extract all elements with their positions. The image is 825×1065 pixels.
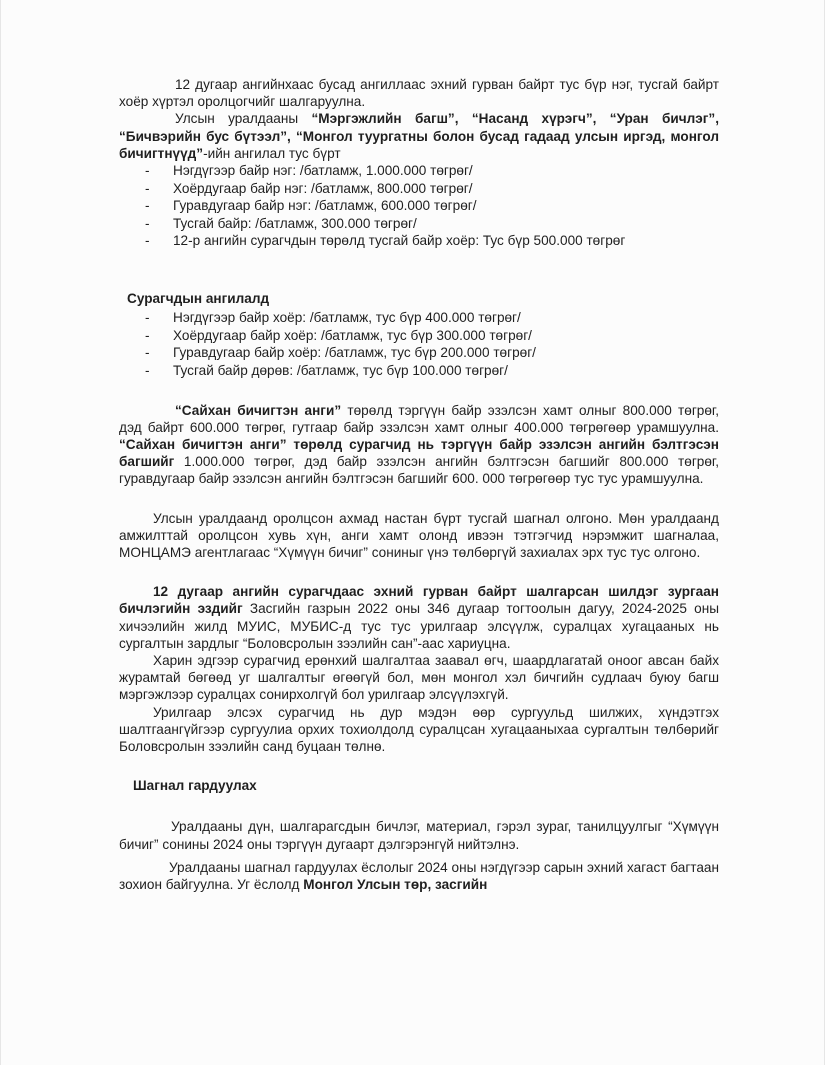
bullet-dash: -	[145, 215, 150, 231]
bold-categories: “Мэргэжлийн багш”, “Насанд хүрэгч”, “Уран бичлэг”, “Бичвэрийн бус бүтээл”, “Монгол туургатны болон бусад гадаад улсын иргэд, монгол бичигтнүүд”	[119, 111, 719, 161]
prize-list-students	[119, 309, 719, 379]
text-run: Улсын уралдааны	[175, 111, 312, 127]
spacer	[119, 250, 719, 290]
list-item-text: Нэгдүгээр байр нэг: /батламж, 1.000.000 төгрөг/	[173, 163, 473, 179]
bullet-dash: -	[145, 327, 150, 343]
list-item	[145, 344, 719, 362]
bullet-dash: -	[145, 233, 150, 249]
list-item-text: Хоёрдугаар байр нэг: /батламж, 800.000 төгрөг/	[173, 180, 473, 196]
list-item	[145, 362, 719, 380]
prize-list-adults	[119, 162, 719, 250]
list-item	[145, 232, 719, 250]
list-item	[145, 197, 719, 215]
section-heading-students: Сурагчдын ангилалд	[127, 290, 270, 306]
paragraph-other-categories: 12 дугаар ангийнхаас бусад ангиллаас эхний гурван байрт тус бүр нэг, тусгай байрт хоёр хүртэл оролцогчийг шалгаруулна.	[119, 77, 719, 110]
list-item	[145, 327, 719, 345]
text-run: төрөлд тэргүүн байр эзэлсэн хамт олныг 800.000 төгрөг, дэд байрт 600.000 төгрөг, гутгаар байр эзэлсэн хамт олныг 400.000 төгрөгөөр урамшуулна.	[119, 402, 719, 435]
bullet-dash: -	[145, 163, 150, 179]
bullet-dash: -	[145, 180, 150, 196]
list-item-text: 12-р ангийн сурагчдын төрөлд тусгай байр хоёр: Тус бүр 500.000 төгрөг	[173, 233, 626, 249]
text-run: -ийн ангилал тус бүрт	[203, 145, 341, 161]
list-item	[145, 215, 719, 233]
paragraph-grade12-winners	[119, 583, 719, 652]
list-item	[145, 180, 719, 198]
spacer	[119, 561, 719, 583]
bullet-dash: -	[145, 310, 150, 326]
list-item	[145, 162, 719, 180]
list-item-text: Нэгдүгээр байр хоёр: /батламж, тус бүр 400.000 төгрөг/	[173, 310, 521, 326]
paragraph-tuition-refund: Урилгаар элсэх сурагчид нь дур мэдэн өөр сургуульд шилжих, хүндэтгэх шалтгаангүйгээр сургуулиа орхих тохиолдолд суралцсан хугацааныхаа сургалтын төлбөрийг Боловсролын зээлийн санд буцаан төлнө.	[119, 704, 719, 755]
spacer	[119, 380, 719, 402]
text-run: 1.000.000 төгрөг, дэд байр эзэлсэн ангийн бэлтгэсэн багшийг 800.000 төгрөг, гуравдугаар байр эзэлсэн ангийн бэлтгэсэн багшийг 600. 000 төгрөгөөр тус тус урамшуулна.	[119, 454, 719, 487]
bold-term: “Сайхан бичигтэн анги” төрөлд сурагчид нь тэргүүн байр эзэлсэн ангийн бэлтгэсэн багшийг	[119, 436, 719, 470]
bullet-dash: -	[145, 362, 150, 378]
bold-term: Монгол Улсын төр, засгийн	[303, 877, 488, 893]
list-item-text: Гуравдугаар байр нэг: /батламж, 600.000 төгрөг/	[173, 198, 477, 214]
list-item-text: Гуравдугаар байр хоёр: /батламж, тус бүр 200.000 төгрөг/	[173, 345, 536, 361]
paragraph-exam-requirement: Харин эдгээр сурагчид ерөнхий шалгалтаа заавал өгч, шаардлагатай оноог авсан байх журамтай бөгөөд уг шалгалтыг өгөөгүй бол, мөн монгол хэл бичгийн судлаач буюу багш мэргэжлээр суралцах сонирхолгүй бол урилгаар элсүүлэхгүй.	[119, 653, 719, 703]
spacer	[119, 755, 719, 777]
list-item-text: Тусгай байр дөрөв: /батламж, тус бүр 100.000 төгрөг/	[173, 362, 508, 378]
paragraph-ceremony	[119, 859, 719, 893]
list-item-text: Тусгай байр: /батламж, 300.000 төгрөг/	[173, 215, 417, 231]
bold-term: 12 дугаар ангийн сурагчдаас эхний гурван байрт шалгарсан шилдэг зургаан бичлэгийн эздийг	[119, 584, 719, 617]
spacer	[119, 488, 719, 510]
text-run: Уралдааны шагнал гардуулах ёслолыг 2024 оны нэгдүгээр сарын эхний хагаст багтаан зохион байгуулна. Уг ёслолд	[119, 859, 719, 893]
paragraph-beautiful-class	[119, 402, 719, 488]
document-body	[119, 76, 719, 893]
bold-term: “Сайхан бичигтэн анги”	[175, 402, 342, 418]
bullet-dash: -	[145, 198, 150, 214]
list-item-text: Хоёрдугаар байр хоёр: /батламж, тус бүр 300.000 төгрөг/	[173, 327, 532, 343]
list-item	[145, 309, 719, 327]
paragraph-national-contest	[119, 110, 719, 162]
bullet-dash: -	[145, 345, 150, 361]
spacer	[119, 796, 719, 818]
paragraph-elderly-prize: Улсын уралдаанд оролцсон ахмад настан бүрт тусгай шагнал олгоно. Мөн уралдаанд амжилттай оролцсон хувь хүн, анги хамт олонд ивээн тэтгэгчид нэрэмжит шагналаа, МОНЦАМЭ агентлагаас “Хүмүүн бичиг” сониныг үнэ төлбөргүй захиалах эрх тус тус олгоно.	[119, 510, 719, 560]
section-heading-award: Шагнал гардуулах	[133, 778, 257, 794]
paragraph-publication: Уралдааны дүн, шалгарагсдын бичлэг, материал, гэрэл зураг, танилцуулгыг “Хүмүүн бичиг” сонины 2024 оны тэргүүн дугаарт дэлгэрэнгүй нийтэлнэ.	[119, 819, 719, 852]
text-run: Засгийн газрын 2022 оны 346 дугаар тогтоолын дагуу, 2024-2025 оны хичээлийн жилд МУИС, МУБИС-д тус тус урилгаар элсүүлж, суралцах хугацааных нь сургалтын зардлыг “Боловсролын зээлийн сан”-аас хариуцна.	[119, 601, 719, 651]
